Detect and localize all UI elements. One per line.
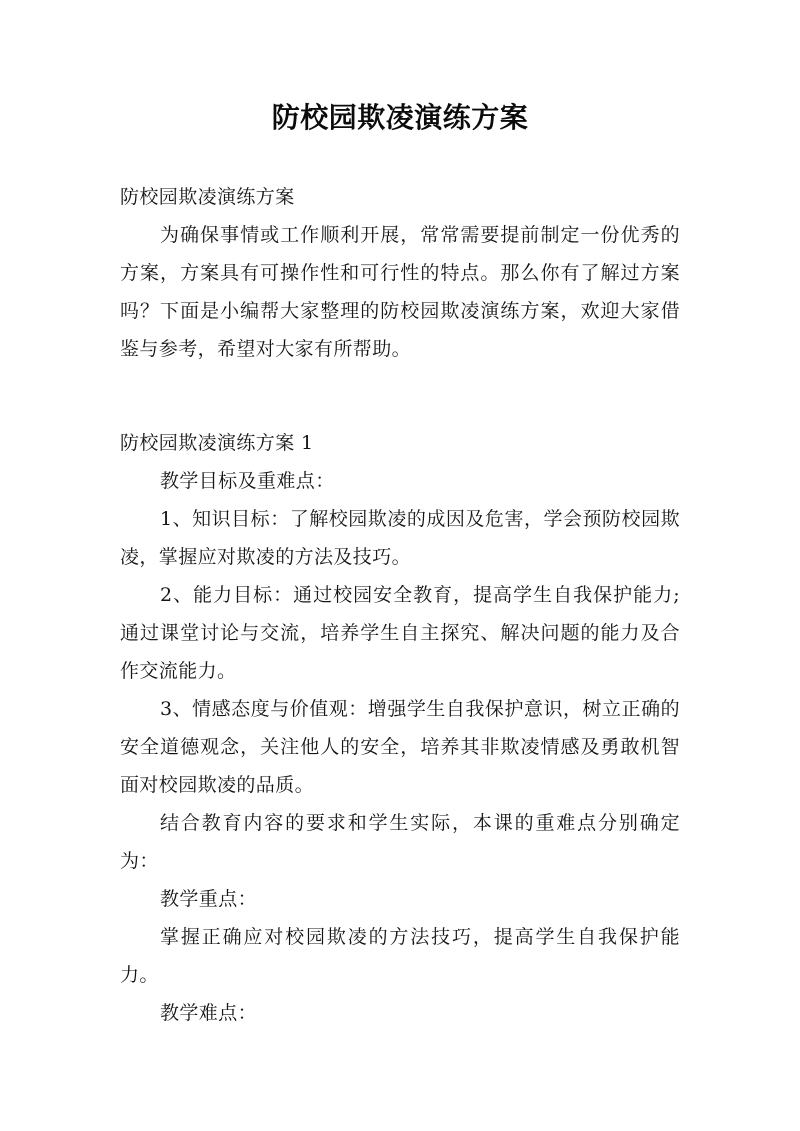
teaching-goals-heading: 教学目标及重难点： (160, 470, 335, 492)
ability-goal-paragraph: 2、能力目标：通过校园安全教育，提高学生自我保护能力;通过课堂讨论与交流，培养学生自主探究、解决问题的能力及合作交流能力。 (120, 584, 680, 682)
teaching-focus-heading: 教学重点： (160, 888, 258, 910)
intro-paragraph: 为确保事情或工作顺利开展，常常需要提前制定一份优秀的方案，方案具有可操作性和可行性的特点。那么你有了解过方案吗？下面是小编帮大家整理的防校园欺凌演练方案，欢迎大家借鉴与参考，希望对大家有所帮助。 (120, 224, 680, 360)
teaching-focus-paragraph: 掌握正确应对校园欺凌的方法技巧，提高学生自我保护能力。 (120, 926, 680, 986)
section-heading: 防校园欺凌演练方案 1 (120, 432, 314, 454)
knowledge-goal-paragraph: 1、知识目标：了解校园欺凌的成因及危害，学会预防校园欺凌，掌握应对欺凌的方法及技巧。 (120, 508, 680, 568)
document-title: 防校园欺凌演练方案 (271, 101, 529, 134)
key-difficulty-intro-paragraph: 结合教育内容的要求和学生实际，本课的重难点分别确定为： (120, 812, 680, 872)
intro-heading: 防校园欺凌演练方案 (120, 186, 295, 208)
teaching-difficulty-heading: 教学难点： (160, 1002, 258, 1024)
emotion-goal-paragraph: 3、情感态度与价值观：增强学生自我保护意识，树立正确的安全道德观念，关注他人的安全，培养其非欺凌情感及勇敢机智面对校园欺凌的品质。 (120, 698, 680, 796)
